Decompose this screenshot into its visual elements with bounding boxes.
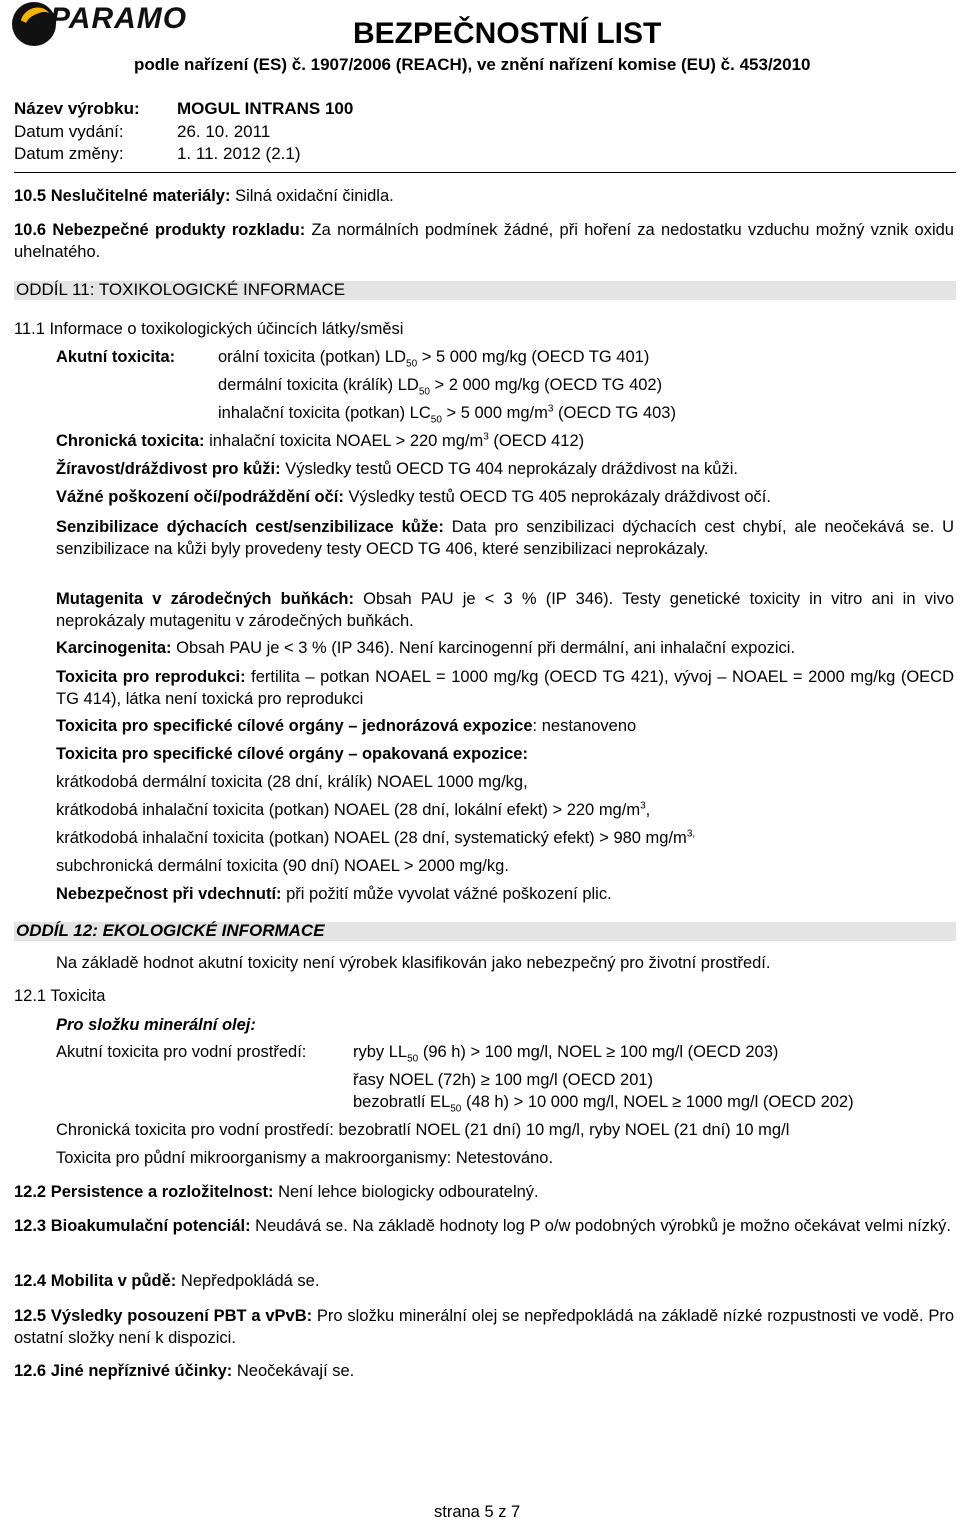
page-number: strana 5 z 7 xyxy=(434,1503,521,1521)
aquatic-algae-line: řasy NOEL (72h) ≥ 100 mg/l (OECD 201) xyxy=(353,1071,654,1089)
reproductive-toxicity-paragraph: Toxicita pro reprodukci: fertilita – potkan NOAEL = 1000 mg/kg (OECD TG 421), vývoj – NOAEL = 2000 mg/kg (OECD TG 414), látka není toxická pro reprodukci xyxy=(56,668,954,708)
logo-wordmark: PARAMO xyxy=(50,2,188,35)
item-12-3: 12.3 Bioakumulační potenciál: Neudává se. Na základě hodnoty log P o/w podobných výrobků je možno očekávat velmi nízký. xyxy=(14,1217,952,1235)
skin-corrosion-line: Žíravost/dráždivost pro kůži: Výsledky testů OECD TG 404 neprokázaly dráždivost na kůži. xyxy=(56,460,738,478)
revision-date-label: Datum změny: xyxy=(14,144,124,163)
regulation-subtitle: podle nařízení (ES) č. 1907/2006 (REACH), ve znění nařízení komise (EU) č. 453/2010 xyxy=(134,55,811,74)
stot-single-line: Toxicita pro specifické cílové orgány – jednorázová expozice: nestanoveno xyxy=(56,717,637,735)
item-12-5: 12.5 Výsledky posouzení PBT a vPvB: Pro složku minerální olej se nepředpokládá na základě nízké rozpustnosti ve vodě. Pro ostatní složky není k dispozici. xyxy=(14,1307,955,1347)
issue-date-label: Datum vydání: xyxy=(14,122,124,141)
acute-oral-line: orální toxicita (potkan) $LD_{50} > 5$ 000 mg/kg (OECD TG 401) xyxy=(218,348,650,370)
acute-toxicity-label: Akutní toxicita: xyxy=(56,348,176,366)
aspiration-hazard-line: Nebezpečnost při vdechnutí: při požití může vyvolat vážné poškození plic. xyxy=(56,885,612,903)
stot-repeated-label: Toxicita pro specifické cílové orgány – opakovaná expozice: xyxy=(56,745,528,763)
acute-dermal-line: dermální toxicita (králík) $LD_{50} > 2$ 000 mg/kg (OECD TG 402) xyxy=(218,376,663,398)
paramo-logo xyxy=(12,0,202,50)
section-12-heading: ODDÍL 12: EKOLOGICKÉ INFORMACE xyxy=(14,922,956,941)
item-12-6: 12.6 Jiné nepříznivé účinky: Neočekávají se. xyxy=(14,1362,355,1380)
mineral-oil-subheading: Pro složku minerální olej: xyxy=(56,1016,256,1034)
item-12-4: 12.4 Mobilita v půdě: Nepředpokládá se. xyxy=(14,1272,320,1290)
item-10-6: 10.6 Nebezpečné produkty rozkladu: Za normálních podmínek žádné, při hoření za nedostatku vzduchu možný vznik oxidu uhelnatého. xyxy=(14,221,954,261)
aquatic-chronic-line: Chronická toxicita pro vodní prostředí: bezobratlí NOEL (21 dní) 10 mg/l, ryby NOEL (21 dní) 10 mg/l xyxy=(56,1121,790,1139)
subsection-11-1-title: 11.1 Informace o toxikologických účincích látky/směsi xyxy=(14,320,404,338)
sensitization-paragraph: Senzibilizace dýchacích cest/senzibilizace kůže: Data pro senzibilizaci dýchacích cest chybí, ale neočekává se. U senzibilizace na kůži byly provedeny testy OECD TG 406, které senzibilizaci neprokázaly. xyxy=(56,518,954,558)
stot-repeated-inhalation-systemic: krátkodobá inhalační toxicita (potkan) NOAEL (28 dní, systematický efekt) > 980 $mg/m^{3,}$ xyxy=(56,828,696,847)
soil-toxicity-line: Toxicita pro půdní mikroorganismy a makroorganismy: Netestováno. xyxy=(56,1149,554,1167)
revision-date-value: 1. 11. 2012 (2.1) xyxy=(177,144,301,163)
stot-repeated-inhalation-local: krátkodobá inhalační toxicita (potkan) NOAEL (28 dní, lokální efekt) > 220 $mg/m^3$, xyxy=(56,800,651,819)
product-name-value: MOGUL INTRANS 100 xyxy=(177,99,354,118)
item-10-5: 10.5 Neslučitelné materiály: Silná oxidační činidla. xyxy=(14,187,394,205)
chronic-toxicity-line: Chronická toxicita: inhalační toxicita NOAEL > 220 $mg/m^3$ (OECD 412) xyxy=(56,431,585,450)
section-11-heading: ODDÍL 11: TOXIKOLOGICKÉ INFORMACE xyxy=(14,281,956,300)
aquatic-acute-label: Akutní toxicita pro vodní prostředí: xyxy=(56,1043,307,1061)
stot-repeated-dermal: krátkodobá dermální toxicita (28 dní, králík) NOAEL 1000 mg/kg, xyxy=(56,773,528,791)
acute-inhalation-line: inhalační toxicita (potkan) $LC_{50} > 5$ 000 $mg/m^3$ (OECD TG 403) xyxy=(218,403,676,426)
eco-intro: Na základě hodnot akutní toxicity není výrobek klasifikován jako nebezpečný pro životní prostředí. xyxy=(56,954,771,972)
stot-repeated-subchronic: subchronická dermální toxicita (90 dní) NOAEL > 2000 mg/kg. xyxy=(56,857,509,875)
mutagenicity-paragraph: Mutagenita v zárodečných buňkách: Obsah PAU je < 3 % (IP 346). Testy genetické toxicity in vitro ani in vivo neprokázaly mutagenitu v zárodečných buňkách. xyxy=(56,590,954,630)
header-divider xyxy=(14,172,956,173)
product-name-label: Název výrobku: xyxy=(14,99,140,118)
aquatic-invertebrate-line: bezobratlí $EL_{50}$ (48 h) > 10 000 mg/l, NOEL ≥ 1000 mg/l (OECD 202) xyxy=(353,1093,854,1115)
aquatic-fish-line: ryby $LL_{50}$ (96 h) > 100 mg/l, NOEL ≥ 100 mg/l (OECD 203) xyxy=(353,1043,779,1065)
document-title: BEZPEČNOSTNÍ LIST xyxy=(353,17,662,50)
subsection-12-1-title: 12.1 Toxicita xyxy=(14,987,106,1005)
eye-damage-line: Vážné poškození očí/podráždění očí: Výsledky testů OECD TG 405 neprokázaly dráždivost očí. xyxy=(56,488,771,506)
carcinogenicity-line: Karcinogenita: Obsah PAU je < 3 % (IP 346). Není karcinogenní při dermální, ani inhalační expozici. xyxy=(56,639,796,657)
item-12-2: 12.2 Persistence a rozložitelnost: Není lehce biologicky odbouratelný. xyxy=(14,1183,539,1201)
issue-date-value: 26. 10. 2011 xyxy=(177,122,271,141)
